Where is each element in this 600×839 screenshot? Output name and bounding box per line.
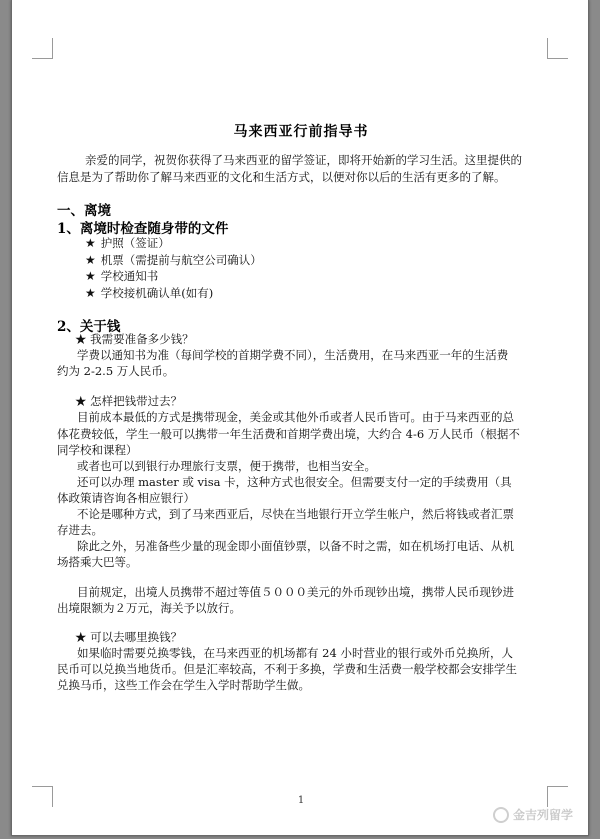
checklist-item: ★ 学校接机确认单(如有): [85, 286, 214, 300]
question-where-exchange: ★ 可以去哪里换钱？: [75, 630, 183, 644]
paragraph-line: 体花费较低，学生一般可以携带一年生活费和首期学费出境，大约合 4-6 万人民币（根据不: [57, 427, 520, 441]
watermark-logo-icon: [493, 807, 509, 823]
paragraph-line: 还可以办理 master 或 visa 卡，这种方式也很安全。但需要支付一定的手续费用（具: [77, 475, 512, 489]
question-how-much: ★ 我需要准备多少钱？: [75, 332, 194, 346]
paragraph-line: 学费以通知书为准（每间学校的首期学费不同），生活费用，在马来西亚一年的生活费: [77, 348, 509, 362]
paragraph-line: 除此之外，另准备些少量的现金即小面值钞票，以备不时之需，如在机场打电话、从机: [77, 539, 514, 553]
intro-line-1: 亲爱的同学，祝贺你获得了马来西亚的留学签证，即将开始新的学习生活。这里提供的: [85, 153, 522, 167]
paragraph-line: 体政策请咨询各相应银行）: [57, 491, 195, 505]
crop-mark-top-right: [547, 38, 568, 59]
star-icon: ★: [85, 269, 96, 283]
checklist-item: ★ 护照（签证）: [85, 236, 170, 250]
section-1-heading: 一、离境: [57, 203, 111, 219]
checklist-item: ★ 学校通知书: [85, 269, 159, 283]
paragraph-line: 存进去。: [57, 523, 103, 537]
paragraph-line: 目前成本最低的方式是携带现金，美金或其他外币或者人民币皆可。由于马来西亚的总: [77, 410, 514, 424]
paragraph-line: 兑换马币，这些工作会在学生入学时帮助学生做。: [57, 678, 310, 692]
paragraph-line: 不论是哪种方式，到了马来西亚后，尽快在当地银行开立学生帐户，然后将钱或者汇票: [77, 507, 514, 521]
section-1-subheading: 1、离境时检查随身带的文件: [57, 221, 229, 237]
star-icon: ★: [85, 286, 96, 300]
crop-mark-top-left: [32, 38, 53, 59]
star-icon: ★: [85, 253, 96, 267]
paragraph-line: 或者也可以到银行办理旅行支票，便于携带，也相当安全。: [77, 459, 376, 473]
watermark: [493, 806, 573, 823]
document-title: 马来西亚行前指导书: [233, 124, 369, 140]
paragraph-line: 同学校和课程）: [57, 443, 138, 457]
intro-line-2: 信息是为了帮助你了解马来西亚的文化和生活方式，以便对你以后的生活有更多的了解。: [57, 170, 506, 184]
page-number: 1: [297, 795, 305, 806]
document-page: [11, 0, 589, 836]
star-icon: ★: [85, 236, 96, 250]
paragraph-line: 如果临时需要兑换零钱，在马来西亚的机场都有 24 小时营业的银行或外币兑换所，人: [77, 646, 513, 660]
paragraph-line: 民币可以兑换当地货币。但是汇率较高，不利于多换，学费和生活费一般学校都会安排学生: [57, 662, 517, 676]
paragraph-line: 约为 2-2.5 万人民币。: [57, 364, 175, 378]
regulation-line: 目前规定，出境人员携带不超过等值５０００美元的外币现钞出境，携带人民币现钞进: [77, 585, 514, 599]
watermark-text: 金吉列留学: [513, 808, 574, 822]
section-2-heading: 2、关于钱: [57, 319, 121, 335]
regulation-line: 出境限额为２万元，海关予以放行。: [57, 601, 241, 615]
paragraph-line: 场搭乘大巴等。: [57, 555, 138, 569]
checklist-item: ★ 机票（需提前与航空公司确认）: [85, 253, 262, 267]
question-how-to-bring: ★ 怎样把钱带过去？: [75, 394, 183, 408]
